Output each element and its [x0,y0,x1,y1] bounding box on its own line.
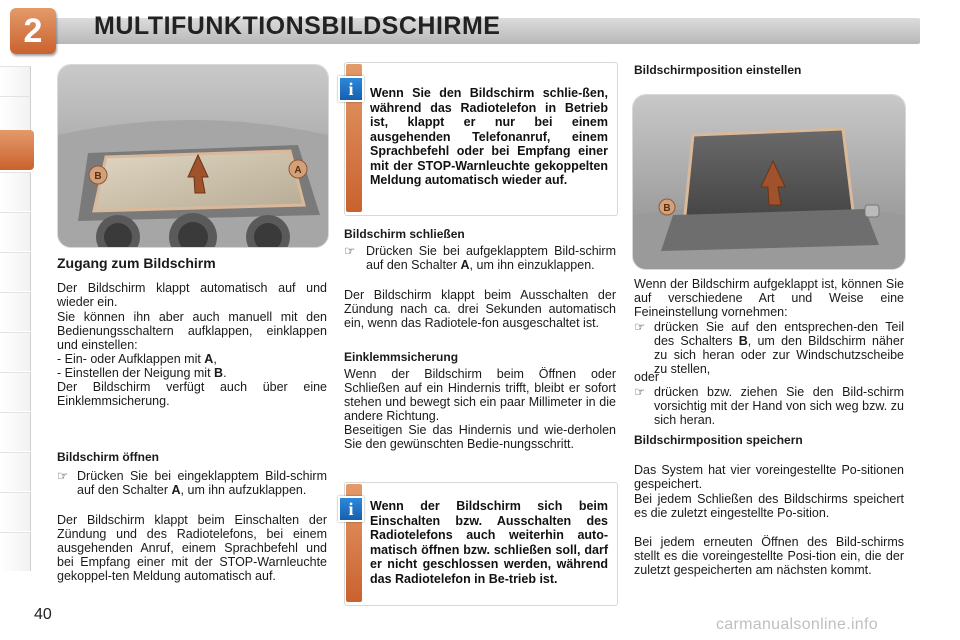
bullet-item: ☞ drücken Sie auf den entsprechen-den Teil des Schalters B, um den Bildschirm näher zu sich heran oder zur Windschutzscheibe zu stellen, [634,320,904,376]
paragraph: oder [634,370,660,384]
section-title-speichern: Bildschirmposition speichern [634,433,803,447]
chapter-tab[interactable] [0,532,31,571]
info-icon: i [338,76,364,102]
key-label: A [204,352,214,366]
dashboard-photo-closed [57,64,329,248]
section-title-zugang: Zugang zum Bildschirm [57,255,216,271]
key-label: B [738,334,748,348]
section-title-oeffnen: Bildschirm öffnen [57,450,160,464]
section-title-einklemm: Einklemmsicherung [344,350,459,364]
pointing-hand-icon: ☞ [634,385,646,399]
list-item: - Ein- oder Aufklappen mit A, [57,352,217,366]
paragraph: Wenn der Bildschirm beim Öffnen oder Schließen auf ein Hindernis trifft, bleibt er sofort stehen und bewegt sich ein paar Millimeter in die andere Richtung. [344,367,616,423]
chapter-tab-active[interactable] [0,130,34,170]
chapter-tab[interactable] [0,212,31,251]
chapter-tab[interactable] [0,412,31,451]
label-b: B [94,171,102,182]
section-title-position: Bildschirmposition einstellen [634,63,802,77]
chapter-badge: 2 [10,8,56,54]
paragraph: Sie können ihn aber auch manuell mit den Bedienungsschaltern aufklappen, einklappen und einstellen: [57,310,327,352]
paragraph: Der Bildschirm klappt beim Ausschalten der Zündung nach ca. drei Sekunden automatisch ein, wenn das Radiotele-fon ausgeschaltet ist. [344,288,616,330]
chapter-tab[interactable] [0,332,31,371]
key-label: B [214,366,224,380]
info-box-text: Wenn Sie den Bildschirm schlie-ßen, während das Radiotelefon in Betrieb ist, klappt er nur bei einem ausgehenden Telefonanruf, einem Sprachbefehl oder bei Empfang einer mit der STOP-Warnleuchte gekoppelten Meldung automatisch wieder auf. [370,86,608,187]
info-box-text: Wenn der Bildschirm sich beim Einschalten bzw. Ausschalten des Radiotelefons auch weiterhin auto-matisch öffnen bzw. schließen soll, darf er nicht geschlossen werden, während das Radiotelefon in Be-trieb ist. [370,499,608,586]
paragraph: Der Bildschirm klappt automatisch auf und wieder ein. [57,281,327,309]
bullet-item: ☞ drücken bzw. ziehen Sie den Bild-schirm vorsichtig mit der Hand von sich weg bzw. zu sich heran. [634,385,904,427]
paragraph: Wenn der Bildschirm aufgeklappt ist, können Sie auf verschiedene Art und Weise eine Feineinstellung vornehmen: [634,277,904,319]
key-label: A [171,483,181,497]
key-label: A [460,258,470,272]
watermark: carmanualsonline.info [716,616,878,633]
paragraph: Bei jedem Schließen des Bildschirms speichert es die zuletzt eingestellte Po-sition. [634,492,904,520]
page-number: 40 [34,606,52,623]
chapter-tab[interactable] [0,372,31,411]
bullet-item: ☞ Drücken Sie bei eingeklapptem Bild-schirm auf den Schalter A, um ihn aufzuklappen. [57,469,327,497]
section-title-schliessen: Bildschirm schließen [344,227,465,241]
list-item: - Einstellen der Neigung mit B. [57,366,227,380]
paragraph: Der Bildschirm verfügt auch über eine Einklemmsicherung. [57,380,327,408]
dashboard-photo-open [632,94,906,270]
paragraph: Beseitigen Sie das Hindernis und wie-derholen Sie den gewünschten Bedie-nungsschritt. [344,423,616,451]
pointing-hand-icon: ☞ [57,469,69,483]
chapter-tab[interactable] [0,172,31,211]
chapter-tab[interactable] [0,492,31,531]
label-b: B [663,203,671,214]
bullet-item: ☞ Drücken Sie bei aufgeklapptem Bild-schirm auf den Schalter A, um ihn einzuklappen. [344,244,616,272]
chapter-tab[interactable] [0,292,31,331]
paragraph: Der Bildschirm klappt beim Einschalten der Zündung und des Radiotelefons, bei einem ausgehenden Anruf, einem Sprachbefehl und bei Empfang einer mit der STOP-Warnleuchte gekoppel-ten Meldung automatisch auf. [57,513,327,583]
label-a: A [294,165,302,176]
pointing-hand-icon: ☞ [634,320,646,334]
info-icon: i [338,496,364,522]
chapter-tab[interactable] [0,452,31,491]
paragraph: Das System hat vier voreingestellte Po-sitionen gespeichert. [634,463,904,491]
pointing-hand-icon: ☞ [344,244,356,258]
page-title: MULTIFUNKTIONSBILDSCHIRME [94,12,501,40]
paragraph: Bei jedem erneuten Öffnen des Bild-schirms stellt es die voreingestellte Posi-tion ein, die der zuletzt gespeicherten am nächsten kommt. [634,535,904,577]
chapter-tab[interactable] [0,252,31,291]
